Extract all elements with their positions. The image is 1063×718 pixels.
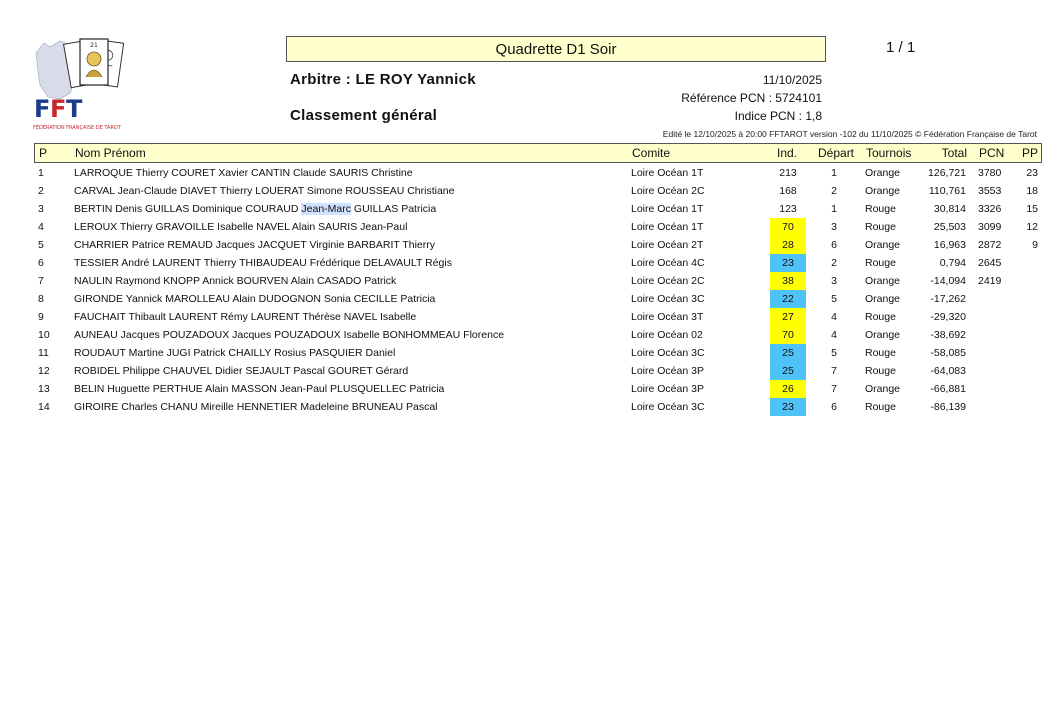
pcn-cell: 2872	[978, 239, 1002, 251]
name-cell: AUNEAU Jacques POUZADOUX Jacques POUZADOUX Isabelle BONHOMMEAU Florence	[74, 329, 505, 341]
total-cell: 25,503	[933, 221, 966, 233]
table-row	[34, 218, 1040, 236]
col-pp: PP	[1021, 146, 1038, 160]
col-pcn: PCN	[979, 146, 1005, 160]
tournois-cell: Rouge	[865, 347, 896, 359]
total-cell: 16,963	[933, 239, 966, 251]
name-text: GUILLAS Patricia	[351, 203, 437, 215]
tournois-cell: Orange	[865, 167, 901, 179]
tournament-title: Quadrette D1 Soir	[495, 40, 617, 58]
col-total: Total	[941, 146, 967, 160]
depart-cell: 7	[831, 383, 837, 395]
fft-logo	[30, 33, 128, 133]
comite-cell: Loire Océan 3P	[631, 365, 704, 377]
depart-cell: 2	[831, 257, 837, 269]
comite-cell: Loire Océan 2T	[631, 239, 704, 251]
name-cell: CARVAL Jean-Claude DIAVET Thierry LOUERAT Simone ROUSSEAU Christiane	[74, 185, 455, 197]
name-cell: ROUDAUT Martine JUGI Patrick CHAILLY Rosius PASQUIER Daniel	[74, 347, 396, 359]
comite-cell: Loire Océan 1T	[631, 221, 704, 233]
edition-note: Edité le 12/10/2025 à 20:00 FFTAROT version -102 du 11/10/2025 © Fédération Française de Tarot	[662, 129, 1037, 139]
col-nom: Nom Prénom	[75, 146, 146, 160]
ind-cell: 168	[779, 185, 797, 197]
name-cell	[74, 200, 436, 218]
depart-cell: 2	[831, 185, 837, 197]
selected-text: Jean-Marc	[301, 203, 351, 215]
comite-cell: Loire Océan 1T	[631, 203, 704, 215]
table-row	[34, 254, 1040, 272]
rank-cell: 12	[38, 365, 50, 377]
comite-cell: Loire Océan 2C	[631, 185, 705, 197]
pcn-cell: 2645	[978, 257, 1002, 269]
table-row	[34, 398, 1040, 416]
tournois-cell: Orange	[865, 239, 901, 251]
table-row	[34, 344, 1040, 362]
total-cell: -14,094	[930, 275, 966, 287]
total-cell: -38,692	[930, 329, 966, 341]
name-cell: LARROQUE Thierry COURET Xavier CANTIN Claude SAURIS Christine	[74, 167, 413, 179]
name-cell: GIRONDE Yannick MAROLLEAU Alain DUDOGNON Sonia CECILLE Patricia	[74, 293, 436, 305]
name-cell: CHARRIER Patrice REMAUD Jacques JACQUET Virginie BARBARIT Thierry	[74, 239, 435, 251]
table-row	[34, 236, 1040, 254]
name-cell: GIROIRE Charles CHANU Mireille HENNETIER Madeleine BRUNEAU Pascal	[74, 401, 438, 413]
pp-cell: 12	[1026, 221, 1038, 233]
tournois-cell: Orange	[865, 185, 901, 197]
pcn-reference: Référence PCN : 5724101	[681, 91, 822, 105]
rank-cell: 3	[38, 203, 44, 215]
rank-cell: 6	[38, 257, 44, 269]
col-depart: Départ	[818, 146, 855, 160]
rank-cell: 1	[38, 167, 44, 179]
table-header	[34, 143, 1042, 163]
pcn-cell: 2419	[978, 275, 1002, 287]
tournois-cell: Orange	[865, 293, 901, 305]
tournament-title-box	[286, 36, 826, 62]
table-row	[34, 308, 1040, 326]
comite-cell: Loire Océan 3C	[631, 401, 705, 413]
name-text: BERTIN Denis GUILLAS Dominique COURAUD	[74, 203, 302, 215]
depart-cell: 5	[831, 347, 837, 359]
ind-cell: 70	[770, 218, 806, 236]
ind-cell: 23	[770, 398, 806, 416]
total-cell: 126,721	[928, 167, 966, 179]
ind-cell: 123	[779, 203, 797, 215]
tournois-cell: Orange	[865, 383, 901, 395]
total-cell: -86,139	[930, 401, 966, 413]
svg-text:F: F	[50, 95, 67, 123]
page-number: 1 / 1	[886, 39, 916, 56]
name-cell: TESSIER André LAURENT Thierry THIBAUDEAU Frédérique DELAVAULT Régis	[74, 257, 452, 269]
total-cell: 110,761	[928, 185, 966, 197]
depart-cell: 1	[831, 203, 837, 215]
ind-cell: 70	[770, 326, 806, 344]
col-comite: Comite	[632, 146, 671, 160]
name-cell: NAULIN Raymond KNOPP Annick BOURVEN Alain CASADO Patrick	[74, 275, 397, 287]
name-cell: ROBIDEL Philippe CHAUVEL Didier SEJAULT Pascal GOURET Gérard	[74, 365, 409, 377]
pcn-cell: 3553	[978, 185, 1002, 197]
classement-title: Classement général	[290, 107, 438, 124]
depart-cell: 1	[831, 167, 837, 179]
total-cell: -58,085	[930, 347, 966, 359]
pcn-cell: 3326	[978, 203, 1002, 215]
tournois-cell: Rouge	[865, 365, 896, 377]
total-cell: -17,262	[930, 293, 966, 305]
table-row	[34, 380, 1040, 398]
rank-cell: 7	[38, 275, 44, 287]
pcn-cell: 3099	[978, 221, 1002, 233]
pp-cell: 15	[1026, 203, 1038, 215]
rank-cell: 14	[38, 401, 50, 413]
comite-cell: Loire Océan 3T	[631, 311, 704, 323]
rank-cell: 5	[38, 239, 44, 251]
pp-cell: 9	[1032, 239, 1038, 251]
tournois-cell: Rouge	[865, 401, 896, 413]
comite-cell: Loire Océan 2C	[631, 275, 705, 287]
total-cell: 0,794	[939, 257, 966, 269]
ind-cell: 28	[770, 236, 806, 254]
col-ind: Ind.	[777, 146, 798, 160]
svg-text:21: 21	[90, 42, 98, 49]
event-date: 11/10/2025	[762, 73, 822, 87]
ind-cell: 25	[770, 362, 806, 380]
depart-cell: 5	[831, 293, 837, 305]
svg-text:FÉDÉRATION FRANÇAISE DE TAROT: FÉDÉRATION FRANÇAISE DE TAROT	[33, 125, 121, 131]
ind-cell: 25	[770, 344, 806, 362]
rank-cell: 9	[38, 311, 44, 323]
name-cell: FAUCHAIT Thibault LAURENT Rémy LAURENT Thérèse NAVEL Isabelle	[74, 311, 417, 323]
comite-cell: Loire Océan 02	[631, 329, 703, 341]
ind-cell: 23	[770, 254, 806, 272]
rank-cell: 8	[38, 293, 44, 305]
rank-cell: 11	[38, 347, 49, 359]
svg-text:F: F	[34, 95, 51, 123]
col-tournois: Tournois	[866, 146, 912, 160]
table-row	[34, 164, 1040, 182]
table-row	[34, 200, 1040, 218]
tournois-cell: Orange	[865, 329, 901, 341]
depart-cell: 3	[831, 221, 837, 233]
tournois-cell: Orange	[865, 275, 901, 287]
tournois-cell: Rouge	[865, 203, 896, 215]
total-cell: -64,083	[930, 365, 966, 377]
comite-cell: Loire Océan 1T	[631, 167, 704, 179]
table-row	[34, 182, 1040, 200]
table-row	[34, 326, 1040, 344]
depart-cell: 6	[831, 401, 837, 413]
ind-cell: 26	[770, 380, 806, 398]
ind-cell: 213	[779, 167, 797, 179]
total-cell: -29,320	[930, 311, 966, 323]
rank-cell: 10	[38, 329, 50, 341]
depart-cell: 4	[831, 311, 837, 323]
total-cell: 30,814	[933, 203, 966, 215]
col-p: P	[39, 146, 48, 160]
depart-cell: 4	[831, 329, 837, 341]
ind-cell: 38	[770, 272, 806, 290]
name-cell: BELIN Huguette PERTHUE Alain MASSON Jean-Paul PLUSQUELLEC Patricia	[74, 383, 445, 395]
depart-cell: 3	[831, 275, 837, 287]
rank-cell: 13	[38, 383, 50, 395]
rank-cell: 2	[38, 185, 44, 197]
pcn-cell: 3780	[978, 167, 1002, 179]
tournois-cell: Rouge	[865, 257, 896, 269]
pp-cell: 23	[1026, 167, 1038, 179]
depart-cell: 7	[831, 365, 837, 377]
pp-cell: 18	[1026, 185, 1038, 197]
arbitre-label: Arbitre : LE ROY Yannick	[290, 71, 476, 88]
pcn-indice: Indice PCN : 1,8	[734, 109, 822, 123]
comite-cell: Loire Océan 4C	[631, 257, 705, 269]
table-row	[34, 272, 1040, 290]
total-cell: -66,881	[930, 383, 966, 395]
ind-cell: 22	[770, 290, 806, 308]
svg-text:T: T	[66, 95, 83, 123]
rank-cell: 4	[38, 221, 44, 233]
comite-cell: Loire Océan 3C	[631, 293, 705, 305]
tournois-cell: Rouge	[865, 221, 896, 233]
name-cell: LEROUX Thierry GRAVOILLE Isabelle NAVEL Alain SAURIS Jean-Paul	[74, 221, 408, 233]
comite-cell: Loire Océan 3C	[631, 347, 705, 359]
table-row	[34, 362, 1040, 380]
table-row	[34, 290, 1040, 308]
tournois-cell: Rouge	[865, 311, 896, 323]
depart-cell: 6	[831, 239, 837, 251]
comite-cell: Loire Océan 3P	[631, 383, 704, 395]
ind-cell: 27	[770, 308, 806, 326]
